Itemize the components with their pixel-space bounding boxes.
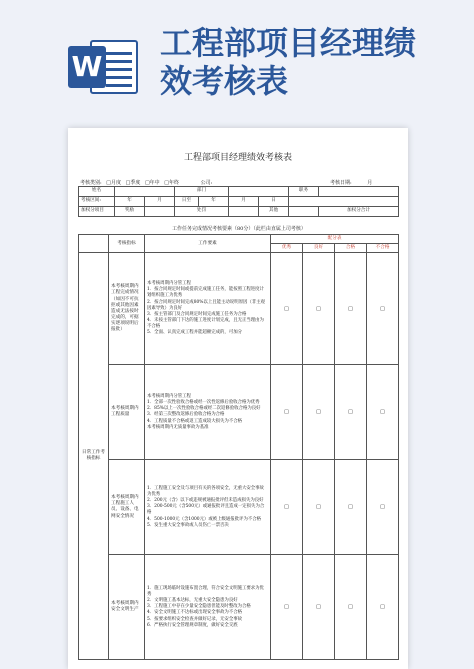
info-table [78, 186, 399, 217]
requirement-3-line: 3．200-500元（含500元）或通报批评且造成一定损失为合格 [147, 504, 265, 516]
period-year-1: 年 [115, 197, 145, 207]
requirement-3-line: 2．200元（含）以下或违规被通报批评但未造成损失为良好 [147, 498, 264, 504]
checkbox-4-good[interactable]: □ [303, 555, 335, 660]
period-year-2: 年 [199, 197, 229, 207]
title-line-1: 工程部项目经理绩 [160, 24, 417, 62]
period-month-2: 月 [229, 197, 259, 207]
indicator-2: 本考核周期内工程质量 [109, 365, 145, 460]
score-header: 配分表 [271, 235, 399, 244]
checkbox-1-fail[interactable]: □ [367, 253, 399, 365]
checkbox-3-good[interactable]: □ [303, 460, 335, 555]
company-label: 公司: [200, 180, 213, 186]
bonus-other-value[interactable] [289, 207, 319, 217]
bonus-other: 其他 [259, 207, 289, 217]
option-quarterly[interactable]: □季度 [125, 180, 141, 186]
requirement-4-line: 3．工程施工中存在少量安全隐患但能及时整改为合格 [147, 604, 251, 610]
checkbox-1-excellent[interactable]: □ [271, 253, 303, 365]
category-cell: 日常工作考核指标 [79, 253, 109, 660]
bonus-reward: 奖励 [115, 207, 145, 217]
checkbox-3-excellent[interactable]: □ [271, 460, 303, 555]
checkbox-2-fail[interactable]: □ [367, 365, 399, 460]
requirement-4-line: 2．文明施工基本达标，无重大安全隐患为良好 [147, 598, 238, 604]
requirement-2 [145, 365, 271, 460]
level-fail: 不合格 [367, 244, 399, 253]
period-line [80, 179, 212, 186]
option-yearend[interactable]: □年终 [164, 180, 179, 186]
requirement-header: 工作要素 [145, 235, 271, 253]
checkbox-3-fail[interactable]: □ [367, 460, 399, 555]
checkbox-2-pass[interactable]: □ [335, 365, 367, 460]
position-value[interactable] [319, 187, 399, 197]
level-pass: 合格 [335, 244, 367, 253]
requirement-2-line: 本考核周期内分管工程 [147, 393, 191, 399]
requirement-1 [145, 253, 271, 365]
position-label: 职务 [289, 187, 319, 197]
requirement-3-line: 5．发生重大安全事故或人员伤亡一票否决 [147, 522, 229, 528]
requirement-1-line: 1．按合同规定时间或提前完成施工任务，能按照工程进度计划组织施工为优秀 [147, 287, 264, 299]
word-badge: W [68, 46, 106, 88]
requirement-2-line: 1．全部一次性验收合格或经一次性返修后验收合格为优秀 [147, 400, 260, 406]
date-label: 考核日期: [330, 180, 352, 186]
bonus-label: 加权分项目 [79, 207, 115, 217]
date-month: 月 [367, 180, 373, 186]
requirement-3 [145, 460, 271, 555]
bonus-penalty: 处罚 [175, 207, 229, 217]
dept-label: 部门 [175, 187, 229, 197]
bonus-total-label: 加权分合计 [319, 207, 399, 217]
checkbox-4-fail[interactable]: □ [367, 555, 399, 660]
requirement-1-line: 3．按主管部门及合同规定时间完成施工任务为合格 [147, 311, 247, 317]
banner [0, 0, 474, 120]
bonus-penalty-value[interactable] [229, 207, 259, 217]
checkbox-4-excellent[interactable]: □ [271, 555, 303, 660]
checkbox-1-pass[interactable]: □ [335, 253, 367, 365]
requirement-2-line: 2．85%以上一次性验收合格或经二次返修验收合格为良好 [147, 406, 261, 412]
dept-value[interactable] [229, 187, 289, 197]
requirement-4-line: 1．施工现场临时设施布置合理，符合安全文明施工要求为优秀 [147, 585, 264, 597]
bonus-reward-value[interactable] [145, 207, 175, 217]
requirement-4-line: 4．安全文明施工不达标或出现安全事故为不合格 [147, 610, 242, 616]
period-day-2: 日 [259, 197, 289, 207]
level-good: 良好 [303, 244, 335, 253]
requirement-2-line: 4．工程质量不合格或返工造成较大损失为不合格 [147, 418, 242, 424]
checkbox-3-pass[interactable]: □ [335, 460, 367, 555]
kpi-table [78, 234, 399, 660]
indicator-header: 考核指标 [109, 235, 145, 253]
period-label: 考核类别: [80, 180, 102, 186]
requirement-1-line: 本考核周期内分管工程 [147, 281, 191, 287]
page-title [160, 24, 460, 100]
name-label: 姓名 [79, 187, 115, 197]
requirement-3-line: 1．工程施工安全及与项目有关的各项安全，无重大安全事故为优秀 [147, 485, 264, 497]
period-range-label: 考核区间: [79, 197, 115, 207]
indicator-1: 本考核周期内工程完成情况（如因不可抗拒或其他因素造成无法按时完成的，可据实逐项说明后报批） [109, 253, 145, 365]
name-value[interactable] [115, 187, 175, 197]
level-excellent: 优秀 [271, 244, 303, 253]
period-blank [289, 197, 399, 207]
date-line [330, 179, 372, 186]
document-title: 工程部项目经理绩效考核表 [183, 153, 292, 163]
period-day-1: 日至 [175, 197, 199, 207]
requirement-4 [145, 555, 271, 660]
requirement-4-line: 5．按要求组织安全检查并做好记录，无安全事故 [147, 616, 242, 622]
option-midyear[interactable]: □年中 [144, 180, 160, 186]
category-header-blank [79, 235, 109, 253]
indicator-4: 本考核周期内安全文明生产 [109, 555, 145, 660]
requirement-3-line: 4．500-1000元（含1000元）或被上级通报批评为不合格 [147, 516, 262, 522]
checkbox-4-pass[interactable]: □ [335, 555, 367, 660]
word-document-icon [68, 38, 140, 96]
requirement-1-line: 4．未按主管部门下达的施工进度计划完成，且无正当理由为不合格 [147, 318, 264, 330]
checkbox-1-good[interactable]: □ [303, 253, 335, 365]
option-monthly[interactable]: □月度 [106, 180, 122, 186]
requirement-2-line: 3．经第三次整改返修后验收合格为合格 [147, 412, 225, 418]
title-line-2: 效考核表 [160, 62, 289, 100]
document-preview [68, 128, 408, 669]
requirement-4-line: 6．严格执行安全管理规章制度，做好安全交底 [147, 622, 238, 628]
requirement-1-line: 2．按合同规定时间完成80%以上且能主动说明原因（非主观因素导致）为良好 [147, 299, 265, 311]
period-month-1: 月 [145, 197, 175, 207]
requirement-2-line: 本考核周期内无质量事故为基准 [147, 424, 209, 430]
checkbox-2-excellent[interactable]: □ [271, 365, 303, 460]
section-title: 工作任务完成情况考核要素（80分）（此栏由直属上司考核） [172, 226, 306, 232]
indicator-3: 本考核周期内工程施工人员、设备、电网安全情况 [109, 460, 145, 555]
requirement-1-line: 5．全面、认真完成工程并能超额完成的，可加分 [147, 330, 242, 336]
checkbox-2-good[interactable]: □ [303, 365, 335, 460]
